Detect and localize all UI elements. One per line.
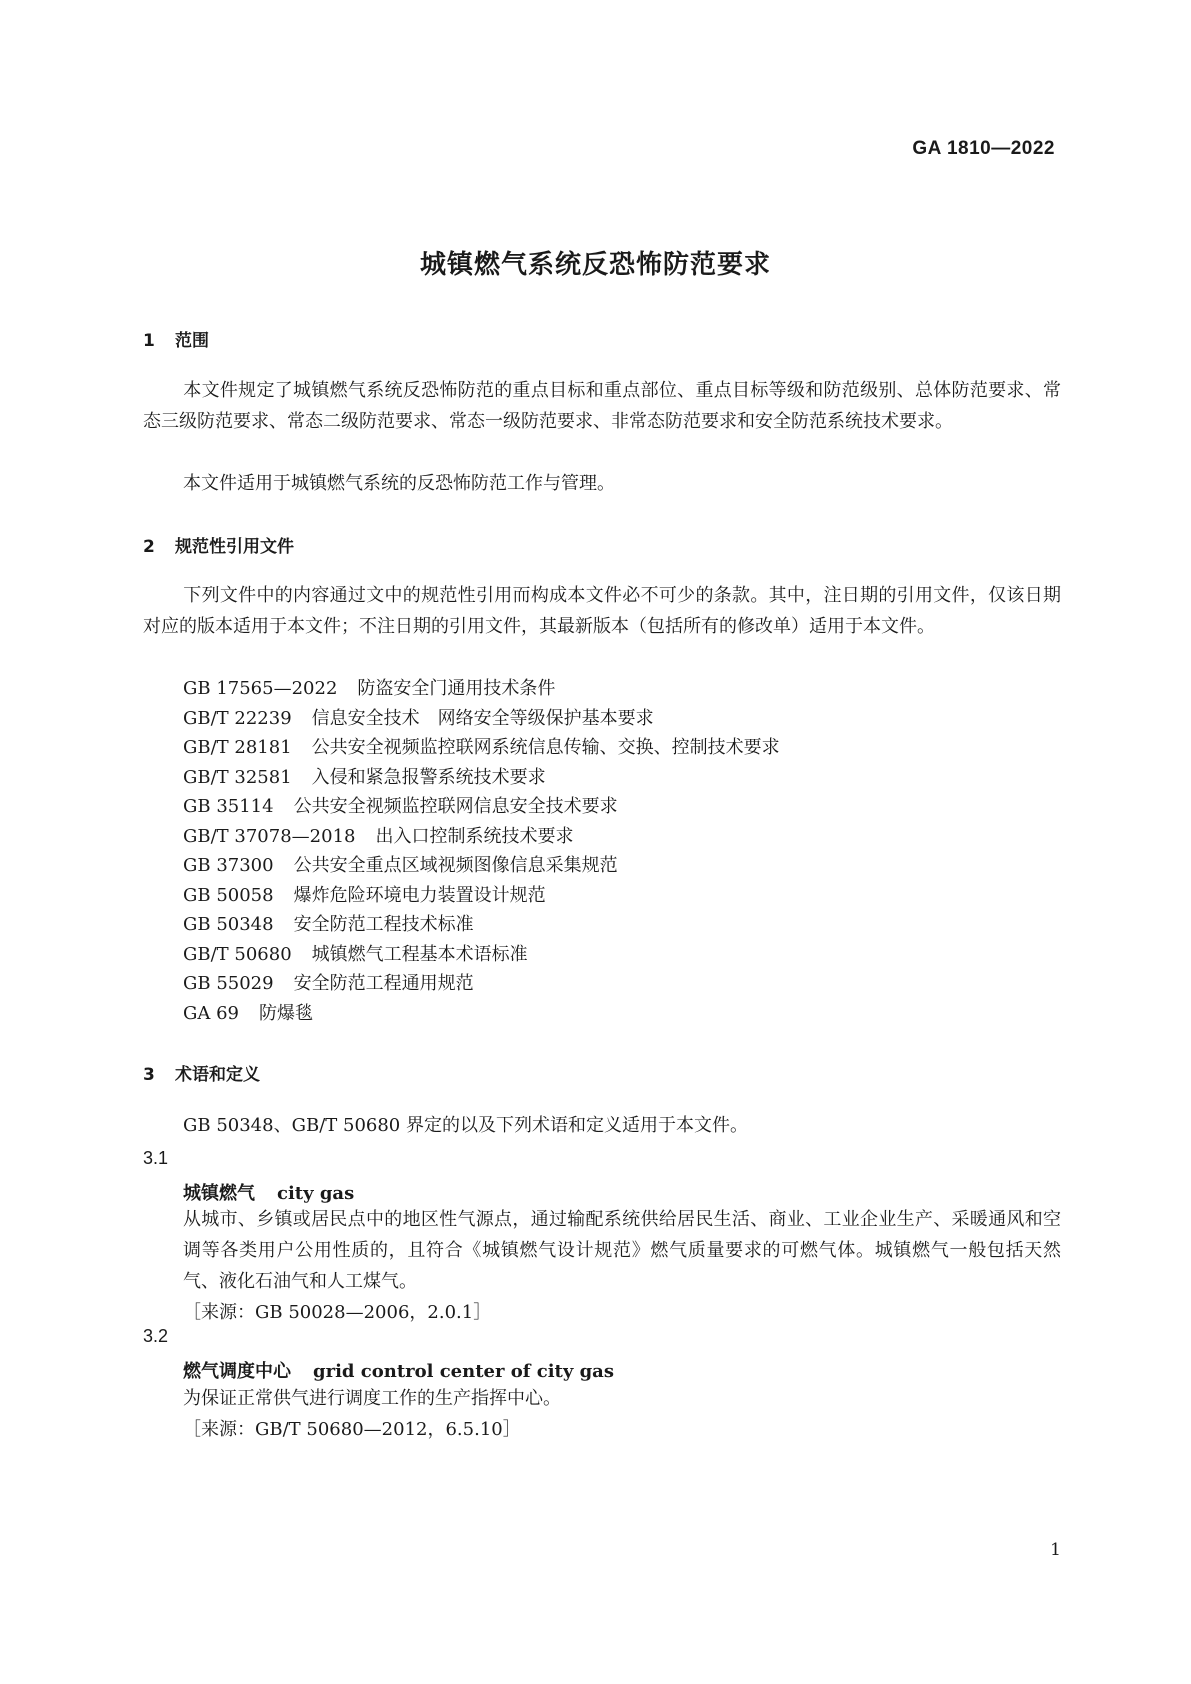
scope-paragraph-1: 本文件规定了城镇燃气系统反恐怖防范的重点目标和重点部位、重点目标等级和防范级别、总体防范要求、常态三级防范要求、常态二级防范要求、常态一级防范要求、非常态防范要求和安全防范系统技术要求。 bbox=[143, 380, 1061, 432]
reference-item: GB/T 50680 城镇燃气工程基本术语标准 bbox=[183, 944, 528, 965]
term-name: 燃气调度中心 grid control center of city gas bbox=[183, 1361, 614, 1382]
section-title: 术语和定义 bbox=[175, 1065, 260, 1085]
reference-item: GB 17565—2022 防盗安全门通用技术条件 bbox=[183, 678, 556, 699]
reference-item: GB 35114 公共安全视频监控联网信息安全技术要求 bbox=[183, 796, 618, 817]
terms-intro: GB 50348、GB/T 50680 界定的以及下列术语和定义适用于本文件。 bbox=[183, 1115, 748, 1136]
reference-item: GB/T 28181 公共安全视频监控联网系统信息传输、交换、控制技术要求 bbox=[183, 737, 780, 758]
standard-number: GA 1810—2022 bbox=[912, 138, 1055, 159]
references-intro: 下列文件中的内容通过文中的规范性引用而构成本文件必不可少的条款。其中，注日期的引用文件，仅该日期对应的版本适用于本文件；不注日期的引用文件，其最新版本（包括所有的修改单）适用于本文件。 bbox=[143, 585, 1061, 637]
reference-item: GA 69 防爆毯 bbox=[183, 1003, 314, 1024]
reference-item: GB 55029 安全防范工程通用规范 bbox=[183, 973, 474, 994]
page-number: 1 bbox=[1050, 1540, 1061, 1560]
reference-item: GB 50058 爆炸危险环境电力装置设计规范 bbox=[183, 885, 546, 906]
section-heading-3 bbox=[143, 1060, 260, 1085]
section-title: 规范性引用文件 bbox=[175, 537, 294, 557]
term-definition: 为保证正常供气进行调度工作的生产指挥中心。 bbox=[183, 1388, 561, 1409]
section-number: 2 bbox=[143, 537, 155, 557]
reference-item: GB/T 37078—2018 出入口控制系统技术要求 bbox=[183, 826, 574, 847]
term-definition: 从城市、乡镇或居民点中的地区性气源点，通过输配系统供给居民生活、商业、工业企业生产、采暖通风和空调等各类用户公用性质的，且符合《城镇燃气设计规范》燃气质量要求的可燃气体。城镇燃气一般包括天然气、液化石油气和人工煤气。 bbox=[183, 1209, 1061, 1292]
scope-paragraph-2: 本文件适用于城镇燃气系统的反恐怖防范工作与管理。 bbox=[183, 473, 615, 494]
section-heading-2 bbox=[143, 532, 294, 557]
term-source: ［来源：GB/T 50680—2012，6.5.10］ bbox=[183, 1419, 521, 1440]
reference-item: GB 50348 安全防范工程技术标准 bbox=[183, 914, 474, 935]
section-number: 3 bbox=[143, 1065, 155, 1085]
term-number: 3.2 bbox=[143, 1326, 169, 1346]
section-title: 范围 bbox=[175, 331, 209, 351]
term-name: 城镇燃气 city gas bbox=[183, 1183, 355, 1204]
reference-item: GB/T 32581 入侵和紧急报警系统技术要求 bbox=[183, 767, 546, 788]
document-title: 城镇燃气系统反恐怖防范要求 bbox=[419, 250, 771, 280]
reference-item: GB 37300 公共安全重点区域视频图像信息采集规范 bbox=[183, 855, 618, 876]
section-heading-1 bbox=[143, 326, 209, 351]
term-source: ［来源：GB 50028—2006，2.0.1］ bbox=[183, 1302, 492, 1323]
term-number: 3.1 bbox=[143, 1148, 169, 1168]
section-number: 1 bbox=[143, 331, 155, 351]
reference-item: GB/T 22239 信息安全技术 网络安全等级保护基本要求 bbox=[183, 708, 654, 729]
